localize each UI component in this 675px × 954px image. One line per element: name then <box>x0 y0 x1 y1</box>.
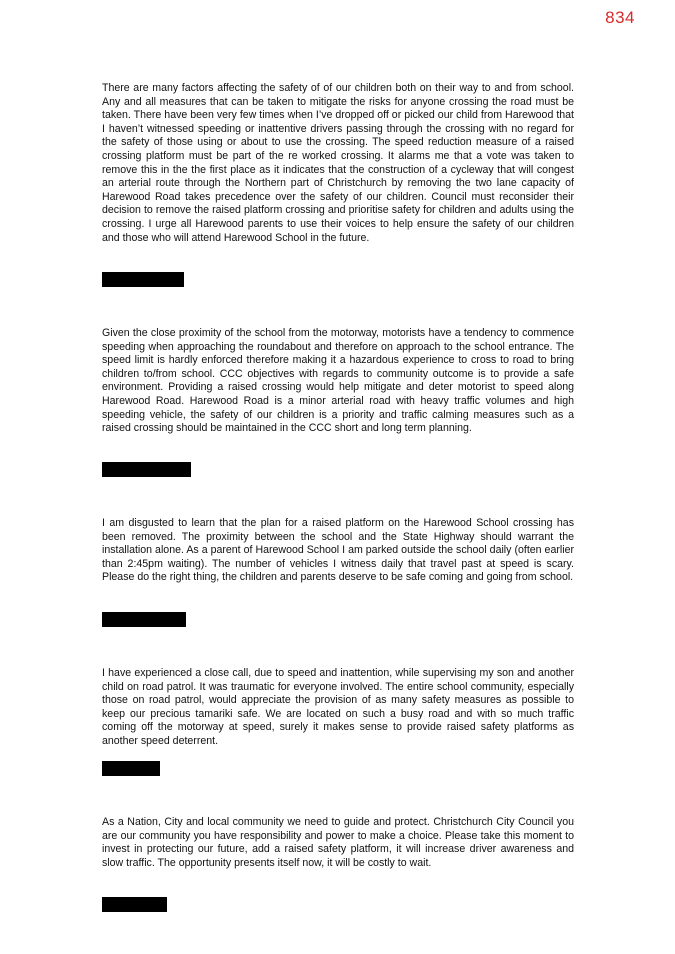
submission-text-3: I am disgusted to learn that the plan for a raised platform on the Harewood School crossing has been removed. The proximity between the school and the State Highway should warrant the installation alone. As a parent of Harewood School I am parked outside the school daily (often earlier than 2:45pm waiting). The number of vehicles I witness daily that travel past at speed is scary. Please do the right thing, the children and parents deserve to be safe coming and going from school. <box>102 517 574 584</box>
redacted-name-2 <box>102 462 191 477</box>
submission-text-2: Given the close proximity of the school from the motorway, motorists have a tendency to commence speeding when approaching the roundabout and therefore on approach to the school entrance. The speed limit is hardly enforced therefore making it a hazardous experience to cross to road to bring children to/from school. CCC objectives with regards to community outcome is to provide a safe environment. Providing a raised crossing would help mitigate and deter motorist to speed along Harewood Road. Harewood Road is a minor arterial road with heavy traffic volumes and high speeding vehicle, the safety of our children is a priority and traffic calming measures such as a raised crossing should be maintained in the CCC short and long term planning. <box>102 327 574 435</box>
redacted-name-1 <box>102 272 184 287</box>
redacted-name-5 <box>102 897 167 912</box>
submission-text-5: As a Nation, City and local community we need to guide and protect. Christchurch City Council you are our community you have responsibility and power to make a choice. Please take this moment to invest in protecting our future, add a raised safety platform, it will increase driver awareness and slow traffic. The opportunity presents itself now, it will be costly to wait. <box>102 816 574 869</box>
submission-text-4: I have experienced a close call, due to speed and inattention, while supervising my son and another child on road patrol. It was traumatic for everyone involved. The entire school community, especially those on road patrol, would appreciate the provision of as many safety measures as possible to keep our precious tamariki safe. We are located on such a busy road and with so much traffic coming off the motorway at speed, surely it makes sense to provide raised safety platforms as another speed deterrent. <box>102 667 574 747</box>
page-number: 834 <box>605 8 635 27</box>
submission-text-1: There are many factors affecting the safety of of our children both on their way to and from school. Any and all measures that can be taken to mitigate the risks for anyone crossing the road must be taken. There have been very few times when I’ve dropped off or picked our child from Harewood that I haven’t witnessed speeding or inattentive drivers passing through the crossing with no regard for the safety of those using or about to use the crossing. The speed reduction measure of a raised crossing platform must be part of the re worked crossing. It alarms me that a vote was taken to remove this in the the first place as it indicates that the construction of a cycleway that will congest an arterial route through the Northern part of Christchurch by removing the two lane capacity of Harewood Road takes precedence over the safety of our children. Council must reconsider their decision to remove the raised platform crossing and prioritise safety for children and adults using the crossing. I urge all Harewood parents to use their voices to help ensure the safety of our children and those who will attend Harewood School in the future. <box>102 82 574 244</box>
redacted-name-3 <box>102 612 186 627</box>
redacted-name-4 <box>102 761 160 776</box>
